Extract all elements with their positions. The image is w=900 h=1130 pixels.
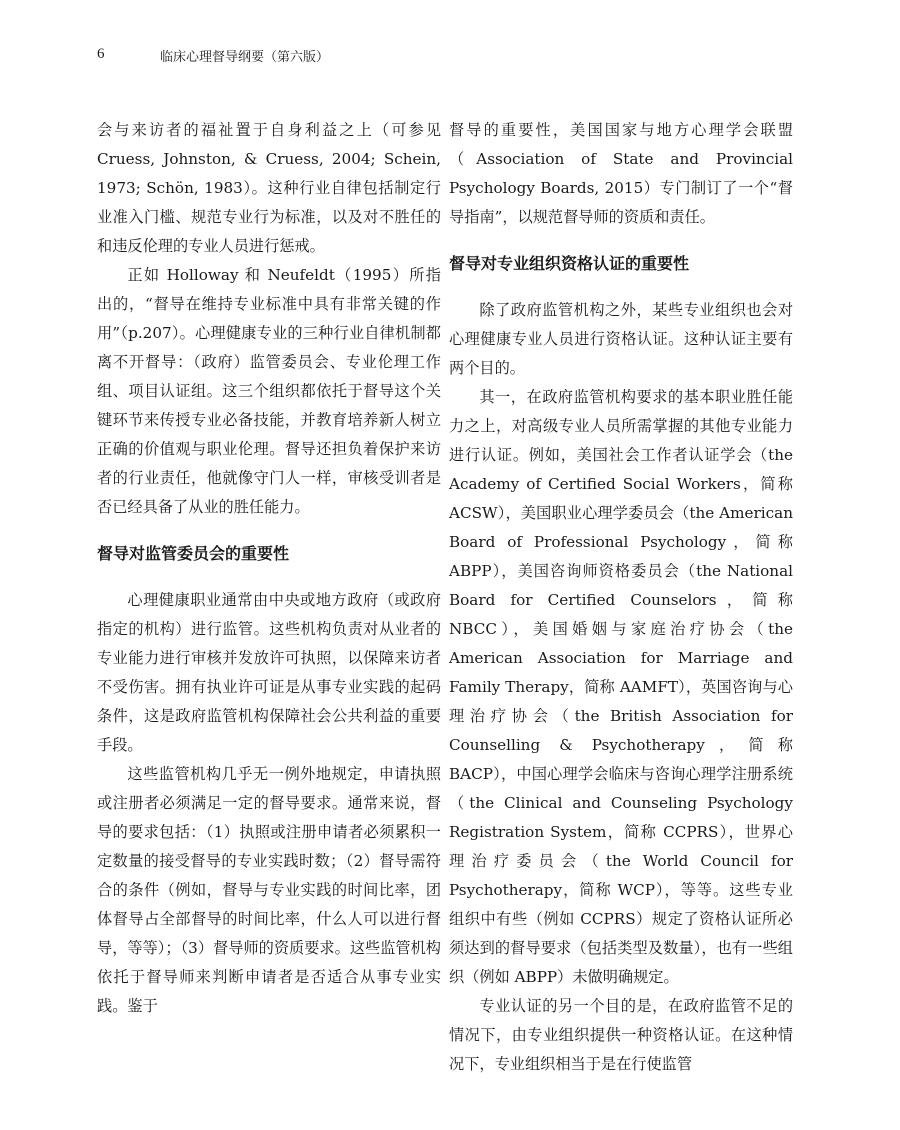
running-title: 临床心理督导纲要（第六版） bbox=[160, 50, 330, 65]
right-column bbox=[449, 116, 793, 1079]
page-number: 6 bbox=[97, 46, 105, 62]
section-heading: 督导对专业组织资格认证的重要性 bbox=[449, 254, 690, 273]
paragraph: 会与来访者的福祉置于自身利益之上（可参见 Cruess, Johnston, & Cruess, 2004; Schein, 1973; Schön, 1983）。这种行业自律包括制定行业准入门槛、规范专业行为标准，以及对不胜任的和违反伦理的专业人员进行惩戒。 bbox=[97, 121, 441, 255]
section-heading: 督导对监管委员会的重要性 bbox=[97, 544, 290, 563]
paragraph: 除了政府监管机构之外，某些专业组织也会对心理健康专业人员进行资格认证。这种认证主要有两个目的。 bbox=[449, 301, 793, 377]
paragraph: 正如 Holloway 和 Neufeldt（1995）所指出的，“督导在维持专业标准中具有非常关键的作用”（p.207）。心理健康专业的三种行业自律机制都离不开督导：（政府）监管委员会、专业伦理工作组、项目认证组。这三个组织都依托于督导这个关键环节来传授专业必备技能，并教育培养新人树立正确的价值观与职业伦理。督导还担负着保护来访者的行业责任，他就像守门人一样，审核受训者是否已经具备了从业的胜任能力。 bbox=[97, 266, 441, 516]
paragraph: 其一，在政府监管机构要求的基本职业胜任能力之上，对高级专业人员所需掌握的其他专业能力进行认证。例如，美国社会工作者认证学会（the Academy of Certified Social Workers，简称 ACSW），美国职业心理学委员会（the American Board of Professional Psychology，简称 ABPP），美国咨询师资格委员会（the National Board for Certified Counselors，简称 NBCC），美国婚姻与家庭治疗协会（the American Association for Marriage and Family Therapy，简称 AAMFT），英国咨询与心理治疗协会（the British Association for Counselling & Psychotherapy，简称 BACP），中国心理学会临床与咨询心理学注册系统（the Clinical and Counseling Psychology Registration System，简称 CCPRS），世界心理治疗委员会（the World Council for Psychotherapy，简称 WCP），等等。这些专业组织中有些（例如 CCPRS）规定了资格认证所必须达到的督导要求（包括类型及数量），也有一些组织（例如 ABPP）未做明确规定。 bbox=[449, 388, 793, 986]
left-column bbox=[97, 116, 441, 1021]
paragraph: 专业认证的另一个目的是，在政府监管不足的情况下，由专业组织提供一种资格认证。在这种情况下，专业组织相当于是在行使监管 bbox=[449, 997, 793, 1073]
paragraph: 心理健康职业通常由中央或地方政府（或政府指定的机构）进行监管。这些机构负责对从业者的专业能力进行审核并发放许可执照，以保障来访者不受伤害。拥有执业许可证是从事专业实践的起码条件，这是政府监管机构保障社会公共利益的重要手段。 bbox=[97, 591, 441, 754]
paragraph: 督导的重要性，美国国家与地方心理学会联盟（Association of State and Provincial Psychology Boards, 2015）专门制订了一个“督导指南”，以规范督导师的资质和责任。 bbox=[449, 121, 793, 226]
paragraph: 这些监管机构几乎无一例外地规定，申请执照或注册者必须满足一定的督导要求。通常来说，督导的要求包括：（1）执照或注册申请者必须累积一定数量的接受督导的专业实践时数；（2）督导需符合的条件（例如，督导与专业实践的时间比率，团体督导占全部督导的时间比率，什么人可以进行督导，等等）；（3）督导师的资质要求。这些监管机构依托于督导师来判断申请者是否适合从事专业实践。鉴于 bbox=[97, 765, 441, 1015]
